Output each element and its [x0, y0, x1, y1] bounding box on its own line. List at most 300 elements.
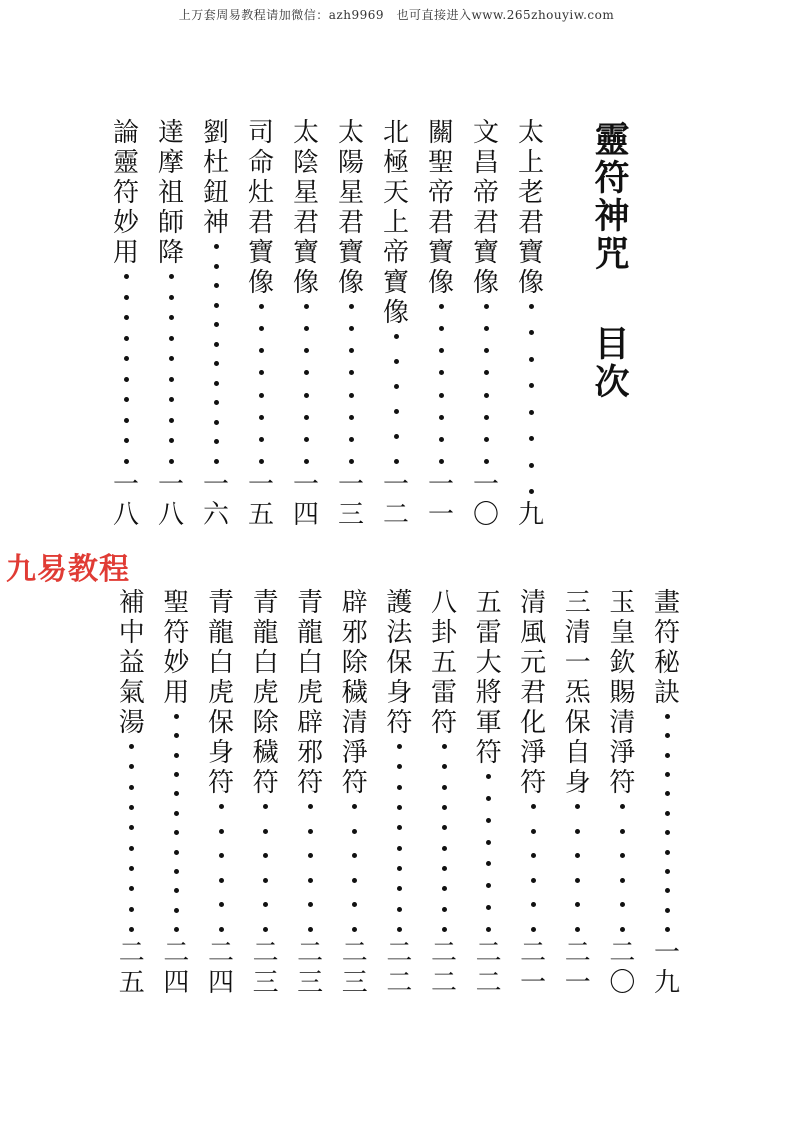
toc-entry-title-char: 太	[517, 118, 544, 148]
leader-dot	[124, 356, 129, 361]
toc-entry[interactable]	[201, 118, 231, 530]
toc-entry-title	[473, 118, 499, 298]
toc-page-number-char: 二	[430, 968, 457, 998]
toc-page-number	[520, 938, 546, 998]
leader-dot	[308, 804, 313, 809]
toc-entry[interactable]	[251, 588, 281, 998]
toc-page-number	[158, 470, 184, 530]
leader-dot	[442, 866, 447, 871]
toc-page-number	[248, 470, 274, 530]
toc-page-number-char: 二	[564, 938, 591, 968]
leader-dot	[439, 370, 444, 375]
leader-dot	[349, 326, 354, 331]
leader-dot	[219, 804, 224, 809]
leader-dots	[442, 738, 447, 938]
leader-dot	[129, 785, 134, 790]
toc-entry-title-char: 星	[337, 178, 364, 208]
toc-entry[interactable]	[291, 118, 321, 530]
leader-dot	[665, 869, 670, 874]
toc-entry-title-char: 虎	[252, 678, 279, 708]
toc-page-number-char: 九	[517, 500, 544, 530]
toc-entry-title-char: 符	[252, 768, 279, 798]
leader-dot	[439, 437, 444, 442]
toc-page-number-char: 五	[118, 968, 145, 998]
toc-entry[interactable]	[426, 118, 456, 530]
leader-dot	[394, 384, 399, 389]
leader-dots	[484, 298, 489, 470]
toc-entry-title-char: 君	[247, 208, 274, 238]
leader-dot	[129, 764, 134, 769]
leader-dot	[352, 902, 357, 907]
toc-page-number-char: 一	[292, 470, 319, 500]
toc-entry-title-char: 陽	[337, 148, 364, 178]
leader-dot	[129, 744, 134, 749]
leader-dot	[214, 381, 219, 386]
leader-dots	[169, 268, 174, 470]
leader-dot	[529, 357, 534, 362]
toc-entry[interactable]	[471, 118, 501, 530]
leader-dot	[620, 878, 625, 883]
toc-entry-title-char: 卦	[430, 618, 457, 648]
leader-dot	[219, 853, 224, 858]
leader-dot	[308, 829, 313, 834]
toc-entry[interactable]	[161, 588, 191, 998]
leader-dot	[214, 342, 219, 347]
leader-dot	[263, 878, 268, 883]
leader-dot	[304, 393, 309, 398]
toc-page-number-char: 二	[207, 938, 234, 968]
toc-entry-title-char: 保	[386, 648, 413, 678]
toc-entry[interactable]	[156, 118, 186, 530]
toc-heading-char: 次	[594, 363, 630, 403]
toc-entry-title-char: 淨	[341, 738, 368, 768]
toc-entry-title-char: 命	[247, 148, 274, 178]
leader-dot	[169, 397, 174, 402]
leader-dots	[531, 798, 536, 938]
toc-entry-title-char: 司	[247, 118, 274, 148]
leader-dots	[665, 708, 670, 938]
leader-dots	[439, 298, 444, 470]
toc-page-number-char: 三	[341, 968, 368, 998]
toc-page-number-char: 二	[475, 968, 502, 998]
toc-entry-title-char: 鈕	[202, 178, 229, 208]
toc-entry-title-char: 北	[382, 118, 409, 148]
toc-entry-title-char: 太	[292, 118, 319, 148]
toc-page-number-char: 二	[163, 938, 190, 968]
toc-page-number-char: 三	[252, 968, 279, 998]
leader-dot	[397, 907, 402, 912]
toc-entry-title-char: 白	[252, 648, 279, 678]
toc-entry-title-char: 青	[297, 588, 324, 618]
leader-dot	[529, 304, 534, 309]
toc-entry-title-char: 降	[157, 238, 184, 268]
leader-dot	[129, 825, 134, 830]
leader-dot	[174, 791, 179, 796]
leader-dot	[308, 902, 313, 907]
toc-entry-title-char: 寶	[382, 268, 409, 298]
leader-dot	[439, 393, 444, 398]
toc-page-number	[609, 938, 635, 998]
leader-dots	[352, 798, 357, 938]
toc-entry-title-char: 帝	[382, 238, 409, 268]
leader-dot	[665, 811, 670, 816]
leader-dot	[304, 370, 309, 375]
leader-dot	[169, 274, 174, 279]
toc-page-number	[383, 470, 409, 530]
leader-dot	[529, 383, 534, 388]
toc-entry-title	[654, 588, 680, 708]
toc-entry-title-char: 符	[430, 708, 457, 738]
leader-dots	[529, 298, 534, 500]
toc-entry-title-char: 祖	[157, 178, 184, 208]
toc-entry-title-char: 虎	[297, 678, 324, 708]
toc-entry[interactable]	[474, 588, 504, 998]
toc-entry-title	[609, 588, 635, 798]
toc-entry-title-char: 益	[118, 648, 145, 678]
toc-entry-title-char: 君	[292, 208, 319, 238]
toc-entry-title-char: 龍	[252, 618, 279, 648]
leader-dots	[174, 708, 179, 938]
toc-entry-title-char: 用	[112, 238, 139, 268]
leader-dot	[169, 356, 174, 361]
leader-dot	[259, 415, 264, 420]
toc-entry-title-char: 符	[112, 178, 139, 208]
toc-entry-title	[253, 588, 279, 798]
leader-dot	[259, 370, 264, 375]
leader-dot	[397, 886, 402, 891]
leader-dot	[665, 791, 670, 796]
leader-dot	[124, 418, 129, 423]
toc-page-number-char: 四	[163, 968, 190, 998]
toc-entry-title-char: 邪	[297, 738, 324, 768]
toc-entry-title-char: 太	[337, 118, 364, 148]
toc-entry-title	[431, 588, 457, 738]
toc-entry-title-char: 身	[207, 738, 234, 768]
leader-dot	[263, 804, 268, 809]
leader-dot	[304, 415, 309, 420]
toc-entry-title-char: 龍	[297, 618, 324, 648]
leader-dots	[259, 298, 264, 470]
toc-page-number-char: 一	[427, 470, 454, 500]
toc-entry[interactable]	[652, 588, 682, 998]
leader-dot	[349, 370, 354, 375]
toc-entry-title	[297, 588, 323, 798]
leader-dot	[304, 348, 309, 353]
toc-entry-title-char: 灶	[247, 178, 274, 208]
leader-dot	[442, 805, 447, 810]
toc-entry-title	[248, 118, 274, 298]
leader-dot	[531, 902, 536, 907]
leader-dot	[124, 438, 129, 443]
leader-dot	[174, 888, 179, 893]
toc-entry-title-char: 像	[382, 298, 409, 328]
toc-entry-title-char: 君	[520, 678, 547, 708]
toc-entry-title-char: 清	[520, 588, 547, 618]
leader-dot	[439, 304, 444, 309]
toc-page-number-char: 〇	[472, 500, 499, 530]
leader-dot	[349, 437, 354, 442]
leader-dot	[394, 434, 399, 439]
leader-dot	[442, 785, 447, 790]
leader-dots	[620, 798, 625, 938]
leader-dot	[665, 888, 670, 893]
toc-entry-title-char: 玉	[609, 588, 636, 618]
leader-dot	[529, 330, 534, 335]
toc-page-number	[654, 938, 680, 998]
leader-dot	[352, 927, 357, 932]
leader-dot	[169, 418, 174, 423]
toc-entry-title-char: 聖	[427, 148, 454, 178]
leader-dot	[397, 785, 402, 790]
leader-dot	[665, 850, 670, 855]
toc-entry[interactable]	[340, 588, 370, 998]
toc-page-number-char: 一	[564, 968, 591, 998]
toc-page-number	[119, 938, 145, 998]
leader-dot	[129, 805, 134, 810]
toc-page-number	[203, 470, 229, 530]
toc-entry-title-char: 妙	[163, 648, 190, 678]
toc-page-number-char: 六	[202, 500, 229, 530]
leader-dot	[665, 830, 670, 835]
toc-page-number-char: 二	[475, 938, 502, 968]
toc-entry-title	[208, 588, 234, 798]
leader-dot	[214, 420, 219, 425]
leader-dot	[484, 437, 489, 442]
toc-page-number	[208, 938, 234, 998]
toc-page-number	[473, 470, 499, 530]
leader-dot	[129, 927, 134, 932]
toc-page-number-char: 二	[297, 938, 324, 968]
leader-dot	[349, 304, 354, 309]
leader-dot	[352, 829, 357, 834]
toc-page-number	[431, 938, 457, 998]
leader-dot	[486, 861, 491, 866]
toc-page-number	[428, 470, 454, 530]
toc-entry-title-char: 保	[564, 708, 591, 738]
toc-entry-title-char: 極	[382, 148, 409, 178]
toc-entry[interactable]	[381, 118, 411, 530]
toc-entry-title-char: 像	[337, 268, 364, 298]
leader-dot	[352, 804, 357, 809]
toc-entry-title-char: 除	[341, 648, 368, 678]
leader-dot	[304, 459, 309, 464]
toc-page-number	[338, 470, 364, 530]
leader-dot	[575, 927, 580, 932]
leader-dot	[486, 883, 491, 888]
toc-entry-title-char: 君	[517, 208, 544, 238]
toc-entry-title-char: 清	[564, 618, 591, 648]
leader-dot	[349, 415, 354, 420]
toc-entry-title-char: 保	[207, 708, 234, 738]
toc-page-number-char: 三	[297, 968, 324, 998]
toc-entry-title-char: 符	[386, 708, 413, 738]
leader-dot	[486, 905, 491, 910]
leader-dot	[214, 361, 219, 366]
toc-entry-title-char: 君	[427, 208, 454, 238]
leader-dot	[124, 377, 129, 382]
toc-page-number-char: 二	[609, 938, 636, 968]
leader-dot	[259, 459, 264, 464]
leader-dot	[214, 459, 219, 464]
toc-entry-title-char: 湯	[118, 708, 145, 738]
leader-dot	[349, 393, 354, 398]
leader-dot	[259, 348, 264, 353]
toc-page-number-char: 四	[292, 500, 319, 530]
leader-dot	[486, 840, 491, 845]
leader-dot	[349, 348, 354, 353]
toc-entry-title-char: 淨	[520, 738, 547, 768]
leader-dot	[304, 304, 309, 309]
toc-entry-title-char: 雷	[430, 678, 457, 708]
toc-entry[interactable]	[384, 588, 414, 998]
toc-entry[interactable]	[295, 588, 325, 998]
toc-entry-title-char: 五	[475, 588, 502, 618]
leader-dot	[124, 295, 129, 300]
toc-entry-title-char: 帝	[427, 178, 454, 208]
toc-entry-title-char: 邪	[341, 618, 368, 648]
leader-dot	[575, 853, 580, 858]
leader-dot	[169, 459, 174, 464]
toc-heading	[594, 326, 629, 402]
leader-dot	[531, 853, 536, 858]
leader-dot	[129, 907, 134, 912]
leader-dot	[442, 907, 447, 912]
book-title-char: 靈	[594, 121, 630, 161]
toc-entry-title-char: 寶	[517, 238, 544, 268]
toc-entry[interactable]	[516, 118, 546, 530]
toc-heading-char: 目	[594, 325, 630, 365]
toc-page-number-char: 二	[252, 938, 279, 968]
toc-entry-title-char: 清	[609, 708, 636, 738]
toc-entry-title-char: 符	[520, 768, 547, 798]
leader-dot	[397, 927, 402, 932]
toc-entry-title-char: 中	[118, 618, 145, 648]
leader-dot	[620, 927, 625, 932]
leader-dot	[174, 811, 179, 816]
leader-dot	[575, 804, 580, 809]
leader-dot	[129, 886, 134, 891]
leader-dot	[442, 744, 447, 749]
leader-dot	[352, 878, 357, 883]
leader-dot	[174, 772, 179, 777]
leader-dot	[665, 927, 670, 932]
toc-page-number-char: 一	[472, 470, 499, 500]
toc-page-number-char: 二	[430, 938, 457, 968]
toc-page-number-char: 八	[112, 500, 139, 530]
toc-entry-title-char: 軍	[475, 708, 502, 738]
leader-dot	[214, 303, 219, 308]
toc-entry-title-char: 穢	[341, 678, 368, 708]
leader-dot	[214, 322, 219, 327]
leader-dots	[304, 298, 309, 470]
book-title-char: 咒	[594, 235, 630, 275]
leader-dot	[529, 410, 534, 415]
toc-entry[interactable]	[117, 588, 147, 998]
leader-dot	[529, 489, 534, 494]
leader-dot	[484, 304, 489, 309]
toc-entry-title-char: 虎	[207, 678, 234, 708]
leader-dots	[397, 738, 402, 938]
toc-entry-title-char: 像	[472, 268, 499, 298]
toc-entry-title-char: 身	[386, 678, 413, 708]
leader-dot	[259, 437, 264, 442]
leader-dot	[169, 377, 174, 382]
toc-entry-title-char: 秘	[653, 648, 680, 678]
leader-dot	[304, 326, 309, 331]
toc-entry-title	[518, 118, 544, 298]
leader-dots	[263, 798, 268, 938]
leader-dot	[484, 326, 489, 331]
leader-dot	[531, 878, 536, 883]
leader-dot	[486, 927, 491, 932]
toc-entry-title-char: 青	[252, 588, 279, 618]
leader-dot	[214, 439, 219, 444]
leader-dot	[214, 400, 219, 405]
leader-dot	[397, 846, 402, 851]
toc-entry-title	[565, 588, 591, 798]
toc-entry-title-char: 賜	[609, 678, 636, 708]
toc-entry[interactable]	[111, 118, 141, 530]
toc-entry-title-char: 訣	[653, 678, 680, 708]
leader-dots	[214, 238, 219, 470]
toc-entry-title-char: 白	[207, 648, 234, 678]
page-header-banner: 上万套周易教程请加微信：azh9969 也可直接进入www.265zhouyiw.com	[178, 8, 615, 22]
toc-page-number	[342, 938, 368, 998]
toc-entry-title-char: 論	[112, 118, 139, 148]
leader-dots	[486, 768, 491, 938]
toc-page-number-char: 一	[653, 938, 680, 968]
book-title-char: 神	[594, 197, 630, 237]
leader-dots	[394, 328, 399, 470]
toc-entry[interactable]	[206, 588, 236, 998]
toc-entry-title-char: 聖	[163, 588, 190, 618]
leader-dot	[263, 853, 268, 858]
leader-dot	[665, 908, 670, 913]
toc-entry-title-char: 符	[297, 768, 324, 798]
leader-dot	[214, 264, 219, 269]
toc-page-number-char: 一	[382, 470, 409, 500]
leader-dot	[394, 334, 399, 339]
leader-dot	[124, 336, 129, 341]
toc-entry[interactable]	[336, 118, 366, 530]
toc-entry-title	[158, 118, 184, 268]
toc-page-number-char: 二	[520, 938, 547, 968]
toc-entry-title-char: 畫	[653, 588, 680, 618]
toc-entry-title-char: 達	[157, 118, 184, 148]
toc-page-number-char: 一	[337, 470, 364, 500]
toc-entry-title-char: 符	[163, 618, 190, 648]
toc-entry[interactable]	[429, 588, 459, 998]
toc-entry[interactable]	[607, 588, 637, 998]
toc-entry-title-char: 像	[517, 268, 544, 298]
toc-entry[interactable]	[563, 588, 593, 998]
leader-dot	[219, 878, 224, 883]
leader-dot	[531, 829, 536, 834]
toc-entry-title-char: 自	[564, 738, 591, 768]
leader-dot	[529, 436, 534, 441]
toc-entry-title-char: 星	[292, 178, 319, 208]
leader-dot	[665, 714, 670, 719]
leader-dot	[442, 927, 447, 932]
leader-dot	[484, 459, 489, 464]
toc-entry[interactable]	[518, 588, 548, 998]
watermark-logo: 九易教程	[6, 552, 130, 587]
toc-entry-title-char: 將	[475, 678, 502, 708]
leader-dot	[531, 804, 536, 809]
toc-entry[interactable]	[246, 118, 276, 530]
toc-entry-title	[342, 588, 368, 798]
leader-dot	[174, 927, 179, 932]
